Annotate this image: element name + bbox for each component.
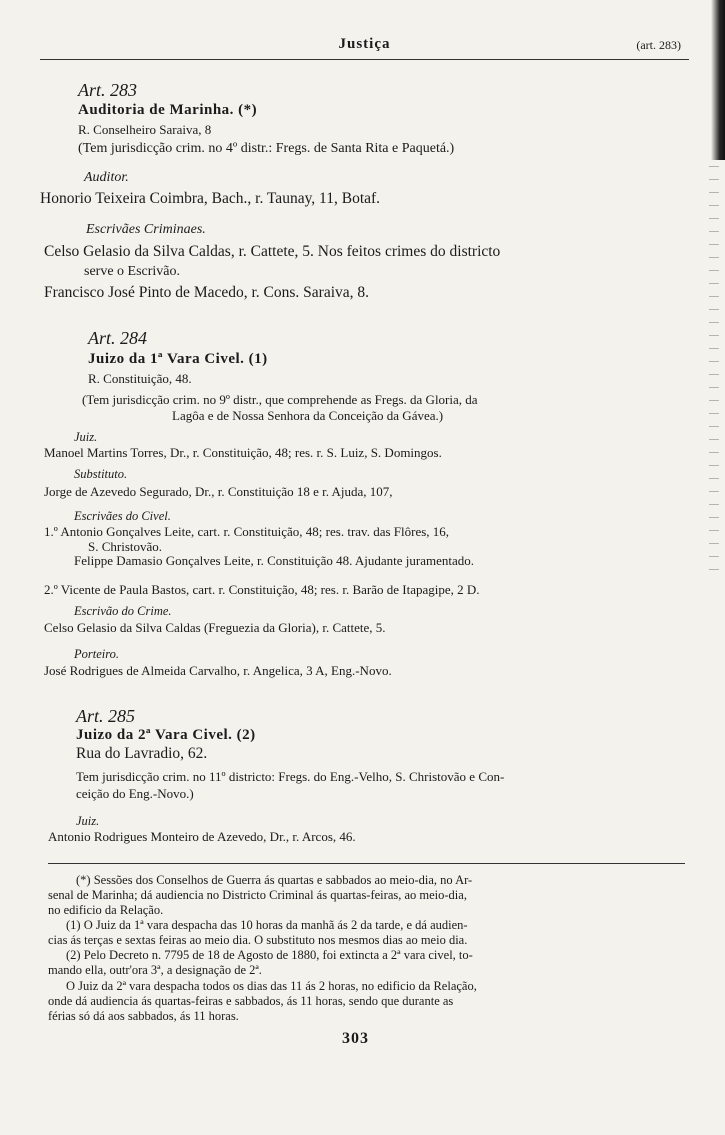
art-284-number: Art. 284 [88, 328, 148, 348]
art-283-auditor: Honorio Teixeira Coimbra, Bach., r. Taunay, 11, Botaf. [40, 190, 381, 207]
footnote-line: O Juiz da 2ª vara despacha todos os dias das 11 ás 2 horas, no edificio da Relação, [66, 979, 477, 993]
header-rule [40, 59, 689, 60]
art-284-jurisdiction-line1: (Tem jurisdicção crim. no 9º distr., que comprehende as Fregs. da Gloria, da [82, 392, 478, 407]
art-284-escrivao-1-line1: 1.º Antonio Gonçalves Leite, cart. r. Constituição, 48; res. trav. das Flôres, 16, [44, 524, 450, 539]
art-283-address: R. Conselheiro Saraiva, 8 [78, 122, 212, 137]
art-285-jurisdiction-line1: Tem jurisdicção crim. no 11º districto: Fregs. do Eng.-Velho, S. Christovão e Con- [76, 769, 505, 784]
art-283-jurisdiction: (Tem jurisdicção crim. no 4º distr.: Fregs. de Santa Rita e Paquetá.) [78, 141, 455, 156]
footnote-line: mando ella, outr'ora 3ª, a designação de 2ª. [48, 963, 262, 977]
art-284-escrivao-2: 2.º Vicente de Paula Bastos, cart. r. Constituição, 48; res. r. Barão de Itapagipe, 2 D. [44, 582, 480, 597]
art-285-juiz-label: Juiz. [76, 814, 100, 828]
art-284-substituto: Jorge de Azevedo Segurado, Dr., r. Constituição 18 e r. Ajuda, 107, [44, 484, 393, 499]
art-284-juiz-label: Juiz. [74, 430, 98, 444]
art-284-substituto-label: Substituto. [74, 467, 128, 481]
page-number: 303 [342, 1030, 369, 1047]
art-285-address: Rua do Lavradio, 62. [76, 745, 208, 762]
art-284-escrivao-1-line2: S. Christovão. [88, 539, 163, 554]
page-binding-shadow [711, 0, 725, 160]
art-283-escrivao-2: Francisco José Pinto de Macedo, r. Cons. Saraiva, 8. [44, 284, 370, 301]
footnote-line: senal de Marinha; dá audiencia no Districto Criminal ás quartas-feiras, ao meio-dia, [48, 888, 467, 902]
footnote-line: cias ás terças e sextas feiras ao meio dia. O substituto nos mesmos dias ao meio dia. [48, 933, 468, 947]
art-283-escrivao-1-line1: Celso Gelasio da Silva Caldas, r. Cattete, 5. Nos feitos crimes do districto [44, 243, 501, 260]
art-283-heading: Auditoria de Marinha. (*) [78, 102, 258, 118]
art-283-escrivao-1-line2: serve o Escrivão. [84, 264, 181, 279]
art-284-address: R. Constituição, 48. [88, 371, 192, 386]
art-283-number: Art. 283 [78, 80, 138, 100]
art-285-jurisdiction-line2: ceição do Eng.-Novo.) [76, 786, 194, 801]
art-285-juiz: Antonio Rodrigues Monteiro de Azevedo, Dr., r. Arcos, 46. [48, 829, 356, 844]
running-header [40, 36, 689, 56]
art-284-heading: Juizo da 1ª Vara Civel. (1) [88, 351, 268, 367]
page-edge-speckle [709, 160, 719, 580]
art-284-juiz: Manoel Martins Torres, Dr., r. Constituição, 48; res. r. S. Luiz, S. Domingos. [44, 445, 442, 460]
art-284-porteiro: José Rodrigues de Almeida Carvalho, r. Angelica, 3 A, Eng.-Novo. [44, 663, 392, 678]
footnote-line: (1) O Juiz da 1ª vara despacha das 10 horas da manhã ás 2 da tarde, e dá audien- [66, 918, 468, 932]
art-285-heading: Juizo da 2ª Vara Civel. (2) [76, 727, 256, 743]
art-284-porteiro-label: Porteiro. [74, 647, 120, 661]
art-284-escrivao-1-line3: Felippe Damasio Gonçalves Leite, r. Constituição 48. Ajudante juramentado. [74, 553, 475, 568]
footnote-line: férias só dá aos sabbados, ás 11 horas. [48, 1009, 239, 1023]
art-284-jurisdiction-line2: Lagôa e de Nossa Senhora da Conceição da Gávea.) [172, 408, 444, 423]
footnote-line: (2) Pelo Decreto n. 7795 de 18 de Agosto de 1880, foi extincta a 2ª vara civel, to- [66, 948, 473, 962]
footnote-line: (*) Sessões dos Conselhos de Guerra ás quartas e sabbados ao meio-dia, no Ar- [76, 873, 473, 887]
footnote-line: onde dá audiencia ás quartas-feiras e sabbados, ás 11 horas, sendo que durante as [48, 994, 454, 1008]
art-284-escrivaes-label: Escrivães do Civel. [74, 509, 171, 523]
footnote-rule [48, 863, 685, 864]
header-title: Justiça [338, 36, 391, 52]
art-284-escrivao-crime: Celso Gelasio da Silva Caldas (Freguezia da Gloria), r. Cattete, 5. [44, 620, 386, 635]
header-article-ref: (art. 283) [636, 38, 681, 52]
art-283-escrivaes-label: Escrivães Criminaes. [86, 222, 206, 237]
footnote-line: no edificio da Relação. [48, 903, 164, 917]
art-283-auditor-label: Auditor. [84, 170, 129, 185]
art-285-number: Art. 285 [76, 706, 136, 726]
art-284-escrivao-crime-label: Escrivão do Crime. [74, 604, 172, 618]
